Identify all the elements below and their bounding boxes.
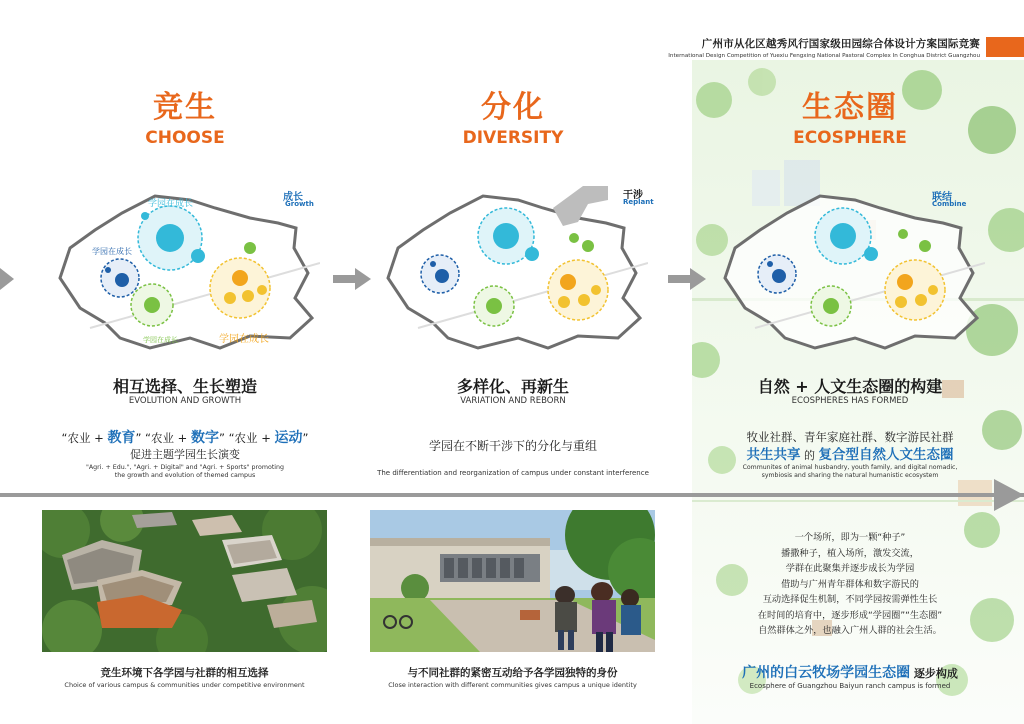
caption-cn: 竞生环境下各学园与社群的相互选择: [100, 667, 269, 679]
subtitle-en: VARIATION AND REBORN: [460, 396, 566, 406]
tag-en: Combine: [932, 200, 967, 208]
caption-cn: 与不同社群的紧密互动给予各学园独特的身份: [407, 667, 618, 679]
keyword-sports: 运动: [274, 430, 303, 446]
desc-line-1: 牧业社群、青年家庭社群、数字游民社群: [746, 430, 954, 444]
aerial-campus-photo: [42, 510, 327, 652]
campus-students-photo: [370, 510, 655, 652]
keyword-education: 教育: [107, 430, 136, 446]
section-divider: [0, 493, 1024, 497]
para-line: 互动选择促生机制，不同学园按需弹性生长: [762, 594, 938, 605]
diversity-diagram: [378, 178, 648, 358]
keyword-symbiosis: 共生共享: [746, 447, 801, 463]
para-line: 一个场所，即为一颗“种子”: [794, 532, 906, 543]
para-line: 借助与广州青年群体和数字游民的: [781, 578, 919, 590]
subtitle-cn: 多样化、再新生: [456, 377, 569, 396]
caption-en: Close interaction with different communities gives campus a unique identity: [388, 681, 637, 689]
header-accent-bar: [986, 37, 1024, 57]
title-cn: 生态圈: [802, 90, 898, 125]
title-cn: 分化: [481, 90, 545, 125]
tag-en: Growth: [285, 200, 314, 208]
desc-line-2: 促进主题学园生长演变: [130, 448, 240, 461]
title-cn: 竞生: [153, 90, 217, 125]
flow-arrow-1: [333, 268, 373, 290]
para-line: 在时间的培育中，逐步形成“学园圈”“生态圈”: [757, 609, 943, 621]
title-en: ECOSPHERE: [793, 128, 907, 148]
desc-cn: 学园在不断干涉下的分化与重组: [428, 439, 597, 453]
flow-arrow-2: [668, 268, 708, 290]
label-campus-growing-4: 学园在成长: [219, 334, 269, 345]
caption-en: Choice of various campus & communities under competitive environment: [64, 681, 305, 689]
desc-text: ” “农业 +: [218, 431, 275, 445]
desc-en: The differentiation and reorganization of campus under constant interference: [377, 469, 649, 477]
caption-cn: [680, 662, 1020, 682]
desc-text: “农业 +: [61, 431, 108, 445]
desc-line-2: [680, 443, 1020, 463]
label-campus-growing-3: 学园在成长: [143, 336, 178, 344]
title-en: DIVERSITY: [462, 128, 564, 148]
tag-cn: 联结: [932, 192, 952, 203]
subtitle-cn: 自然 + 人文生态圈的构建: [757, 377, 943, 396]
keyword-digital: 数字: [190, 430, 219, 446]
subtitle-en: EVOLUTION AND GROWTH: [128, 396, 242, 406]
page-header: [668, 36, 980, 59]
desc-text: ”: [302, 431, 309, 445]
subtitle-cn: 相互选择、生长塑造: [112, 377, 257, 396]
flow-arrow-left: [0, 268, 16, 290]
para-line: 学群在此聚集并逐步成长为学园: [785, 563, 915, 574]
caption-rest: 逐步构成: [910, 667, 958, 680]
label-campus-growing-1: 学园在成长: [148, 199, 194, 209]
divider-arrowhead: [994, 479, 1024, 511]
label-campus-growing-2: 学园在成长: [92, 247, 132, 256]
tag-en: Replant: [623, 198, 654, 206]
tag-cn: 成长: [283, 192, 303, 203]
description-paragraph: [680, 530, 1020, 639]
title-en: CHOOSE: [145, 128, 225, 148]
caption-en: Ecosphere of Guangzhou Baiyun ranch campus is formed: [749, 682, 951, 690]
header-title-en: International Design Competition of Yuexiu Fengxing National Pastoral Complex In Conghua District Guangzhou: [668, 53, 980, 59]
subtitle-en: ECOSPHERES HAS FORMED: [791, 396, 909, 406]
desc-en: Communites of animal husbandry, youth family, and digital nomadic, symbiosis and sharing the natural humanistic ecosystem: [742, 464, 958, 479]
caption-highlight: 广州的白云牧场学园生态圈: [742, 665, 911, 681]
desc-en: "Agri. + Edu.", "Agri. + Digital" and "Agri. + Sports" promoting the growth and evolution of themed campus: [85, 464, 285, 479]
desc-line: [15, 427, 355, 447]
desc-text: ” “农业 +: [135, 431, 191, 445]
header-title-cn: 广州市从化区越秀风行国家级田园综合体设计方案国际竞赛: [701, 38, 980, 50]
desc-text: 的: [800, 449, 819, 462]
para-line: 播撒种子，植入场所，激发交流，: [781, 547, 919, 559]
keyword-ecosphere: 复合型自然人文生态圈: [818, 447, 954, 463]
tag-cn: 干涉: [623, 190, 643, 201]
para-line: 自然群体之外，也融入广州人群的社会生活。: [758, 625, 942, 636]
